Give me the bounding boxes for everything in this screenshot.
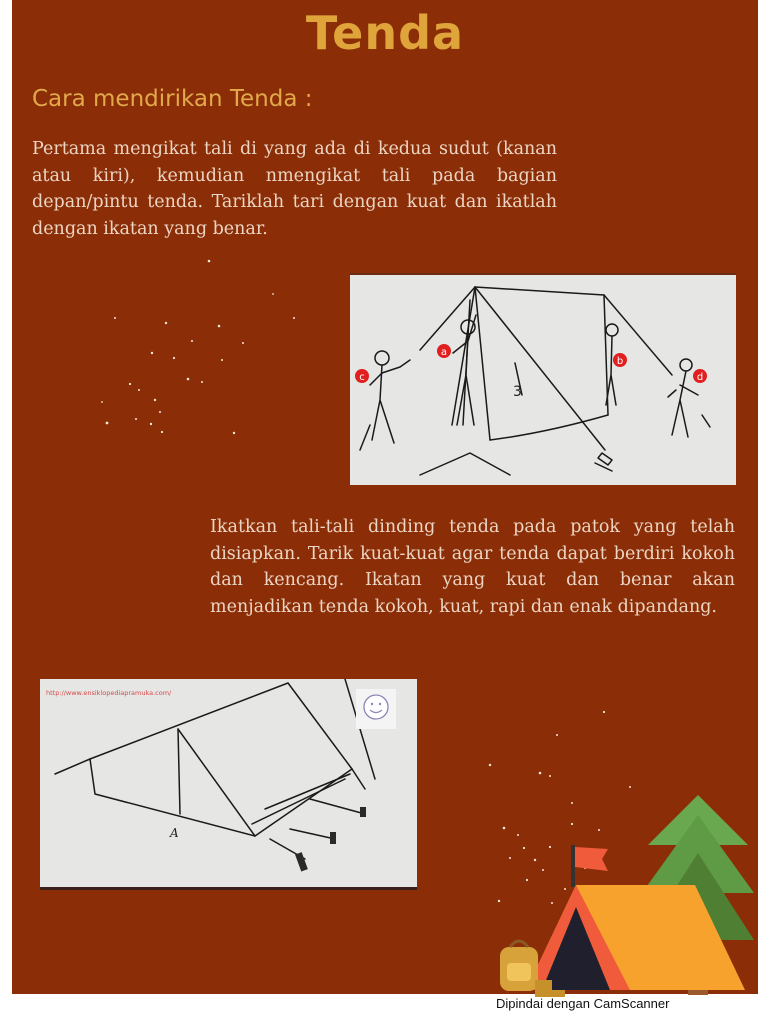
smiley-icon [356,689,396,729]
marker-label-a: a [440,347,448,358]
scanner-footer: Dipindai dengan CamScanner [496,996,670,1011]
marker-label-b: b [616,356,624,367]
marker-a [437,344,451,358]
backpack-icon [500,941,538,991]
marker-c [355,369,369,383]
marker-label-d: d [696,372,704,383]
section-subtitle: Cara mendirikan Tenda : [32,86,313,112]
tent-pitching-illustration [350,273,736,485]
marker-d [693,369,707,383]
marker-b [613,353,627,367]
paragraph-first: Pertama mengikat tali di yang ada di kedua sudut (kanan atau kiri), kemudian nmengikat tali pada bagian depan/pintu tenda. Tariklah tari dengan kuat dan ikatlah dengan ikatan yang benar. [32,139,557,239]
tent-pitching-drawing [350,275,736,485]
diagram-letter: A [170,826,179,840]
marker-label-c: c [359,372,365,383]
paragraph-second: Ikatkan tali-tali dinding tenda pada patok yang telah disiapkan. Tarik kuat-kuat agar tenda dapat berdiri kokoh dan kencang. Ikatan yang kuat dan benar akan menjadikan tenda kokoh, kuat, rapi dan enak dipandang. [210,517,735,617]
page-title: Tenda [305,6,465,60]
tent-diagram-drawing [40,679,417,887]
source-url: http://www.ensiklopediapramuka.com/ [46,689,172,697]
figure-number: 3 [513,384,522,400]
tent-diagram-illustration [40,679,417,890]
camping-scene-decoration [480,785,758,1000]
